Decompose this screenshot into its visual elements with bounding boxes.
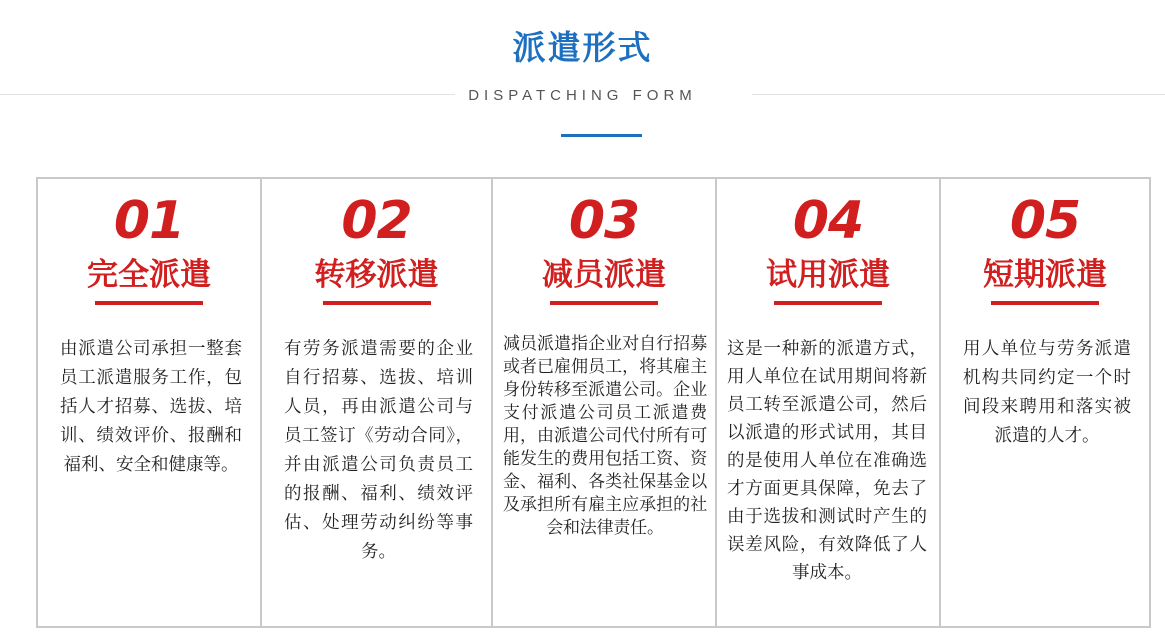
card-description: 用人单位与劳务派遣机构共同约定一个时间段来聘用和落实被派遣的人才。 <box>963 339 1131 446</box>
card-title-underline <box>550 301 658 305</box>
card-title: 减员派遣 <box>542 257 666 293</box>
dispatch-card-4 <box>717 179 941 626</box>
card-title-underline <box>323 301 431 305</box>
title-accent-bar <box>561 134 642 137</box>
card-description: 这是一种新的派遣方式，用人单位在试用期间将新员工转至派遣公司，然后以派遣的形式试用，其目的是使用人单位在准确选才方面更具保障，免去了由于选拔和测试时产生的误差风险，有效降低了人事成本。 <box>727 339 927 583</box>
card-title-underline <box>774 301 882 305</box>
card-description: 有劳务派遣需要的企业自行招募、选拔、培训人员，再由派遣公司与员工签订《劳动合同》，并由派遣公司负责员工的报酬、福利、绩效评估、处理劳动纠纷等事务。 <box>284 339 473 562</box>
card-title-underline <box>991 301 1099 305</box>
section-subtitle: DISPATCHING FORM <box>468 87 697 104</box>
card-title: 试用派遣 <box>766 257 890 293</box>
dispatch-card-1 <box>38 179 262 626</box>
card-title: 完全派遣 <box>87 257 211 293</box>
card-number: 04 <box>792 191 864 251</box>
card-title: 转移派遣 <box>314 257 439 293</box>
card-description: 由派遣公司承担一整套员工派遣服务工作，包括人才招募、选拔、培训、绩效评价、报酬和福利、安全和健康等。 <box>60 339 242 475</box>
card-number: 03 <box>568 191 640 251</box>
dispatch-card-5 <box>941 179 1149 626</box>
card-description: 减员派遣指企业对自行招募或者已雇佣员工，将其雇主身份转移至派遣公司。企业支付派遣公司员工派遣费用，由派遣公司代付所有可能发生的费用包括工资、资金、福利、各类社保基金以及承担所有雇主应承担的社会和法律责任。 <box>503 334 707 538</box>
card-number: 02 <box>341 191 412 251</box>
card-number: 01 <box>113 191 185 251</box>
card-title: 短期派遣 <box>983 257 1107 293</box>
section-title: 派遣形式 <box>512 28 653 67</box>
dispatch-types-grid <box>36 177 1151 628</box>
dispatch-card-3 <box>493 179 717 626</box>
card-number: 05 <box>1009 191 1081 251</box>
card-title-underline <box>95 301 203 305</box>
dispatch-card-2 <box>262 179 493 626</box>
